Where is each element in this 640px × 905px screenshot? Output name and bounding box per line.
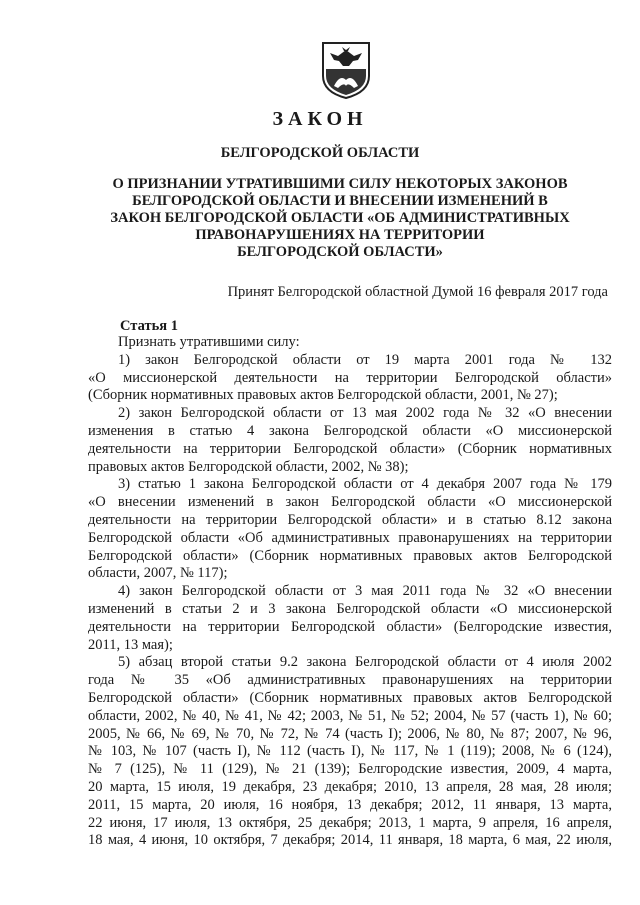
article-line: изменения в статью 4 закона Белгородской области «О миссионерской [88,422,612,439]
article-line: Признать утратившими силу: [118,334,300,350]
article-line: деятельности на территории Белгородской области» и в статью 8.12 закона [88,511,612,528]
article-line: 1) закон Белгородской области от 19 марта 2001 года № 132 [118,351,612,368]
heading-line: ЗАКОН БЕЛГОРОДСКОЙ ОБЛАСТИ «ОБ АДМИНИСТРАТИВНЫХ [110,210,570,226]
article-line: правовых актов Белгородской области, 2002, № 38); [88,458,409,475]
article-line: Белгородской области» (Сборник нормативных правовых актов Белгородской [88,547,612,564]
law-title: ЗАКОН [272,108,368,130]
law-heading [80,176,600,261]
article-line: 22 июня, 17 июля, 13 октября, 25 декабря; 2013, 1 марта, 9 апреля, 16 апреля, [88,814,612,831]
article-line: № 7 (125), № 11 (129), № 21 (139); Белгородские известия, 2009, 4 марта, [88,761,612,778]
article-line: № 103, № 107 (часть I), № 112 (часть I), № 117, № 1 (119); 2008, № 6 (124), [88,743,612,760]
article-line: деятельности на территории Белгородской области» (Белгородские известия, [88,618,612,635]
article-line: 2011, 13 мая); [88,636,173,653]
article-line: 5) абзац второй статьи 9.2 закона Белгородской области от 4 июля 2002 [118,654,612,671]
article-title: Статья 1 [120,318,178,334]
article-line: (Сборник нормативных правовых актов Белгородской области, 2001, № 27); [88,387,558,404]
article-line: «О внесении изменений в закон Белгородской области «О миссионерской [88,494,612,511]
article-line: Белгородской области» (Сборник нормативных правовых актов Белгородской [88,689,612,706]
article-line: области, 2002, № 40, № 41, № 42; 2003, № 51, № 52; 2004, № 57 (часть 1), № 60; [88,707,612,724]
article-line: 20 марта, 15 июля, 19 декабря, 23 декабря; 2010, 13 апреля, 28 мая, 28 июля; [88,778,612,795]
heading-line: О ПРИЗНАНИИ УТРАТИВШИМИ СИЛУ НЕКОТОРЫХ ЗАКОНОВ [112,176,568,192]
article-body [88,334,612,850]
article-line: 2005, № 66, № 69, № 70, № 72, № 74 (часть I); 2006, № 80, № 87; 2007, № 96, [88,725,612,742]
heading-line: ПРАВОНАРУШЕНИЯХ НА ТЕРРИТОРИИ [195,227,485,243]
article-line: деятельности на территории Белгородской области» (Сборник нормативных [88,440,612,457]
article-line: 2) закон Белгородской области от 13 мая 2002 года № 32 «О внесении [118,405,612,422]
adoption-note: Принят Белгородской областной Думой 16 февраля 2017 года [227,284,608,300]
article-line: изменений в статьи 2 и 3 закона Белгородской области «О миссионерской [88,600,612,617]
region-name: БЕЛГОРОДСКОЙ ОБЛАСТИ [220,145,420,161]
article-line: года № 35 «Об административных правонарушениях на территории [88,672,612,689]
article-line: 3) статью 1 закона Белгородской области от 4 декабря 2007 года № 179 [118,476,612,493]
coat-of-arms-emblem [320,40,372,100]
article-line: Белгородской области «Об административных правонарушениях на территории [88,529,612,546]
article-line: «О миссионерской деятельности на территории Белгородской области» [88,369,612,386]
article-line: 18 мая, 4 июня, 10 октября, 7 декабря; 2014, 11 января, 18 марта, 6 мая, 22 июля, [88,832,612,849]
article-line: области, 2007, № 117); [88,565,228,582]
article-line: 2011, 15 марта, 20 июля, 16 ноября, 13 декабря; 2012, 11 января, 13 марта, [88,796,612,813]
heading-line: БЕЛГОРОДСКОЙ ОБЛАСТИ» [237,244,443,260]
heading-line: БЕЛГОРОДСКОЙ ОБЛАСТИ И ВНЕСЕНИИ ИЗМЕНЕНИЙ В [132,193,548,209]
article-line: 4) закон Белгородской области от 3 мая 2011 года № 32 «О внесении [118,583,612,600]
